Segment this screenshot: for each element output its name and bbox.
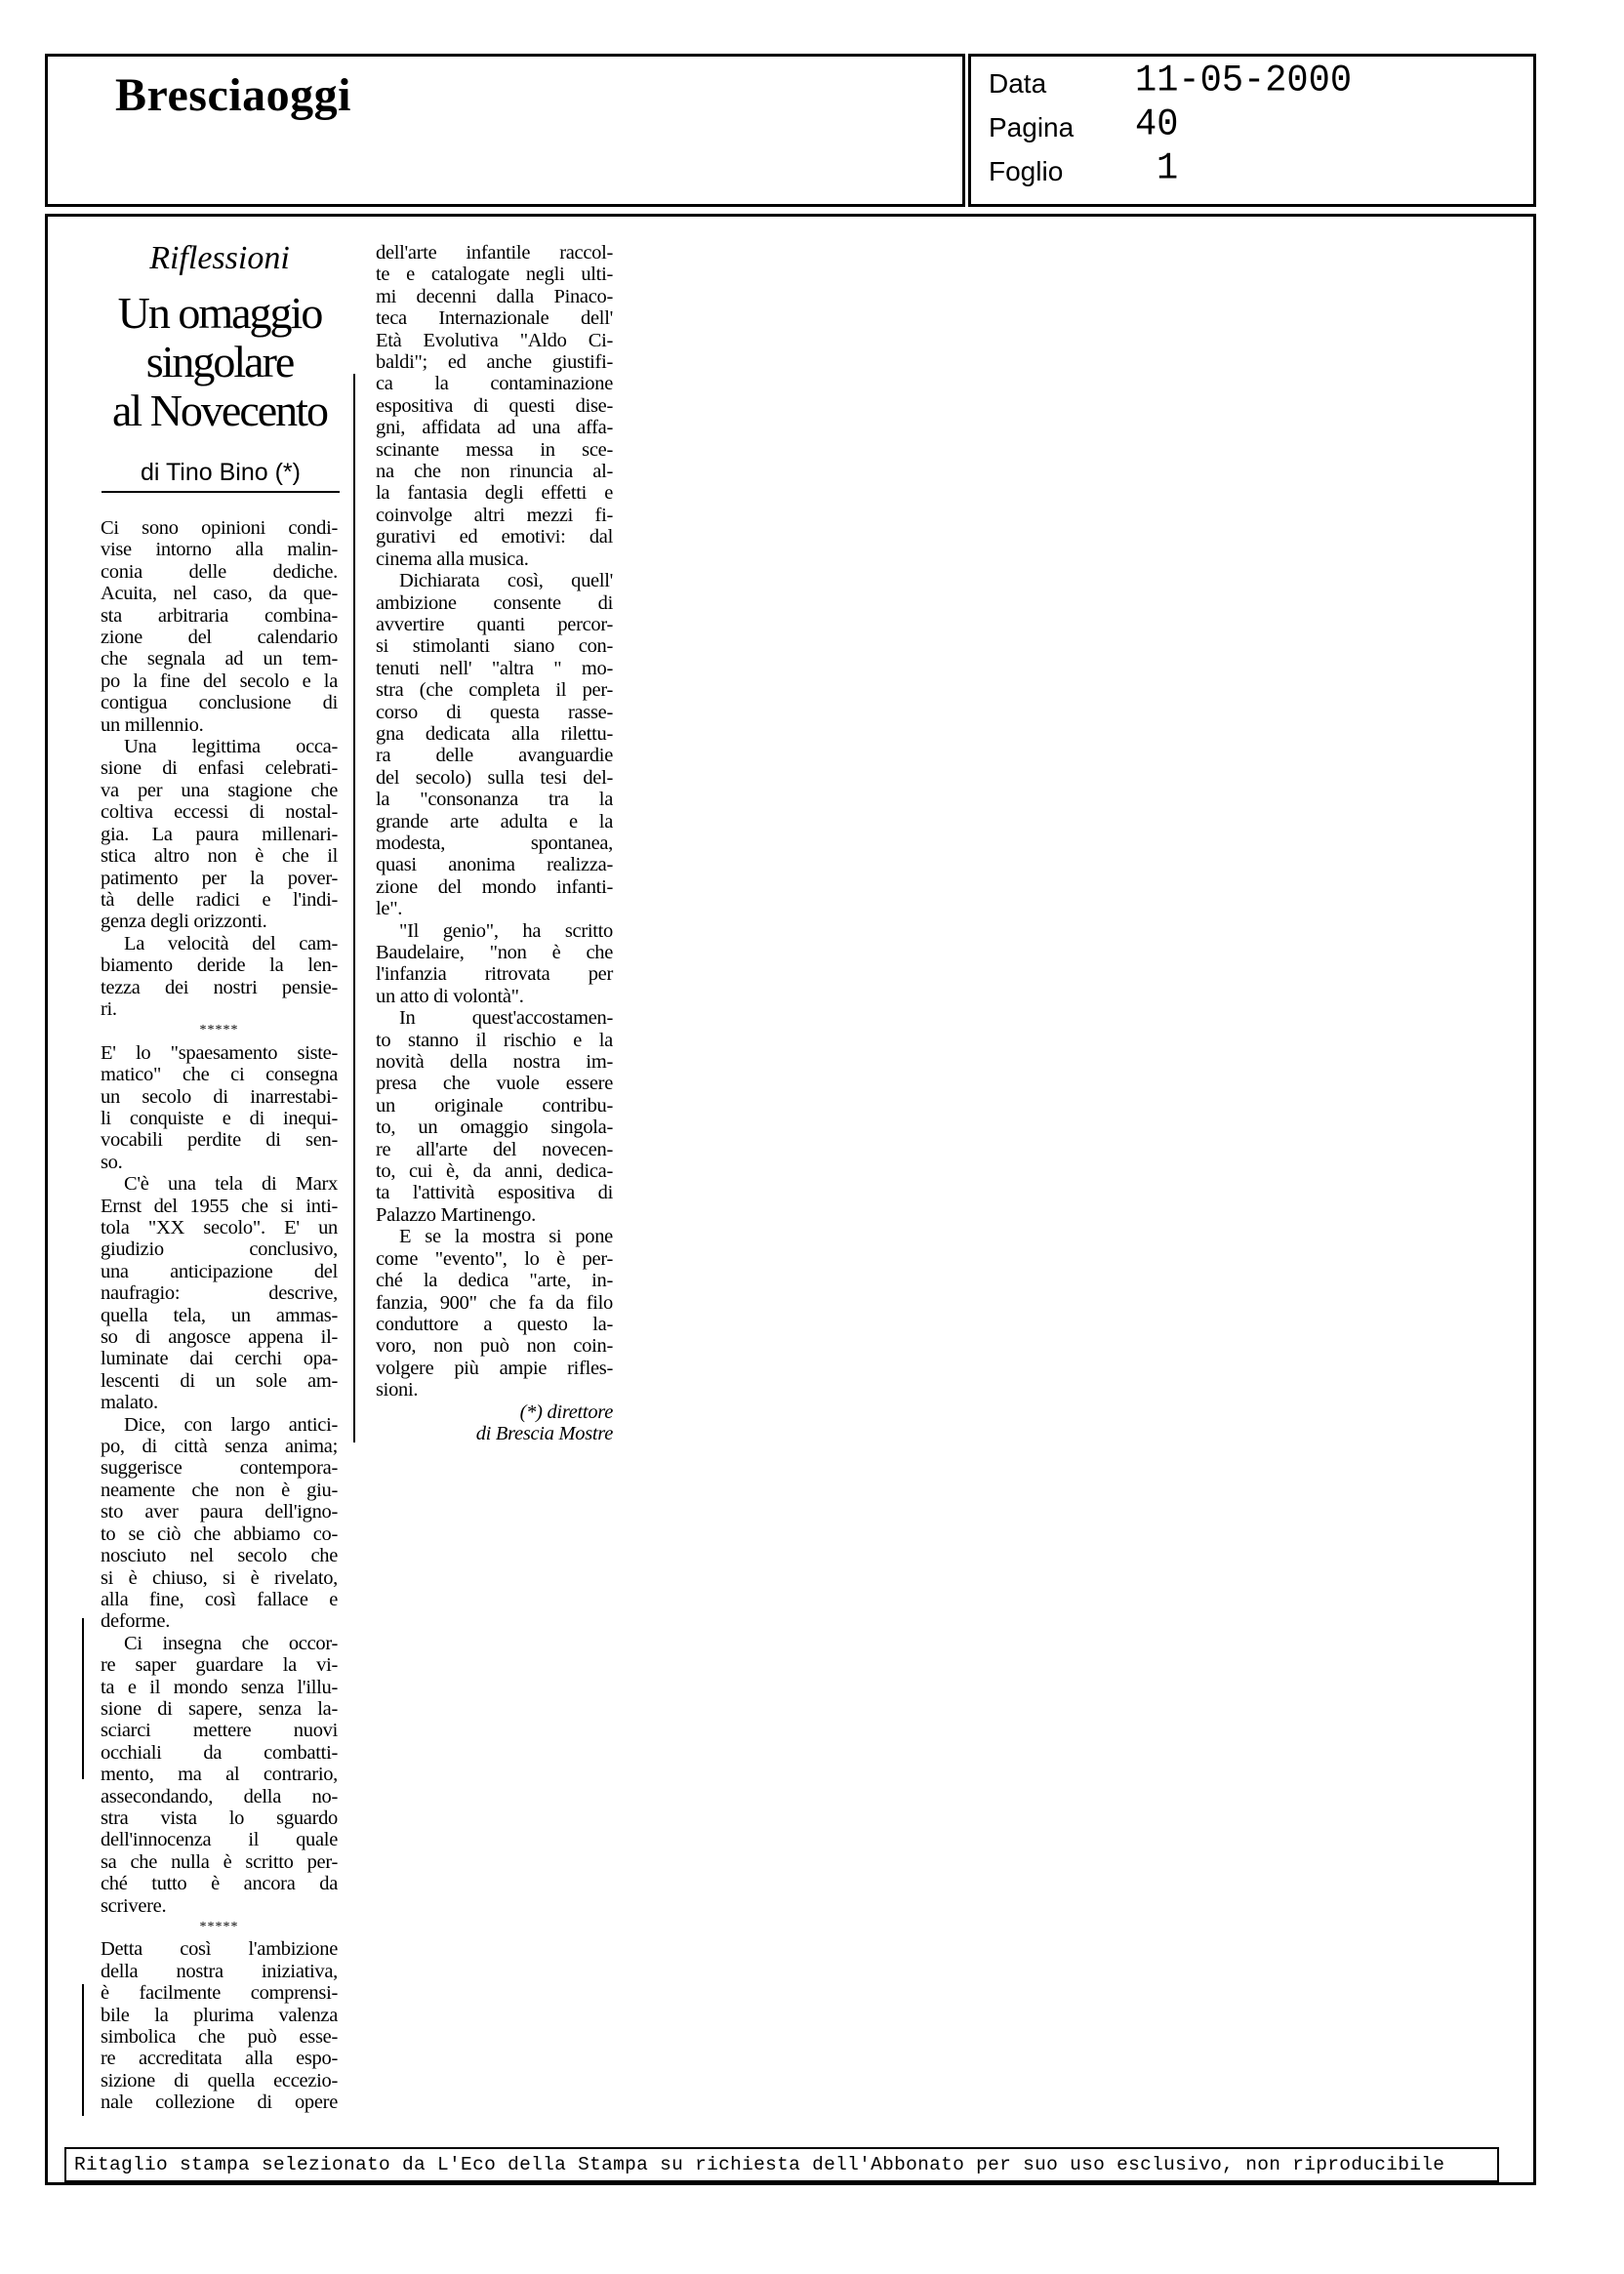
paragraph-line: sciarci mettere nuovi [101,1720,338,1742]
paragraph-line: scinante messa in sce- [376,438,613,461]
paragraph-line: nosciuto nel secolo che [101,1545,338,1567]
paragraph-line: stra (che completa il per- [376,679,613,702]
article-byline: di Tino Bino (*) [102,459,340,493]
paragraph-line: to, cui è, da anni, dedica- [376,1160,613,1183]
paragraph-line: tenuti nell' "altra " mo- [376,657,613,679]
paragraph-line: Palazzo Martinengo. [376,1203,536,1226]
paragraph-line: un atto di volontà". [376,985,524,1007]
paragraph-line: E' lo "spaesamento siste- [101,1041,338,1064]
paragraph-line: Dichiarata così, quell' [399,570,613,592]
paragraph-line: neamente che non è giu- [101,1479,338,1501]
page-value: 40 [1135,102,1179,147]
paragraph-line: ché la dedica "arte, in- [376,1270,613,1292]
paragraph-line: zione del calendario [101,627,338,649]
paragraph-line: corso di questa rasse- [376,701,613,723]
newspaper-masthead: Bresciaoggi [115,69,351,121]
paragraph-line: la "consonanza tra la [376,789,613,811]
paragraph-line: stra vista lo sguardo [101,1807,338,1829]
paragraph-line: simbolica che può esse- [101,2026,338,2049]
paragraph-line: Una legittima occa- [124,736,338,758]
paragraph-line: sione di sapere, senza la- [101,1697,338,1720]
paragraph-line: li conquiste e di inequi- [101,1107,338,1129]
paragraph-line: conia delle dediche. [101,560,338,583]
paragraph-line: lescenti di un sole am- [101,1369,338,1392]
paragraph-line: Acuita, nel caso, da que- [101,583,338,605]
margin-mark [82,1618,84,1779]
paragraph-line: malato. [101,1392,158,1414]
article-headline [88,289,351,435]
section-separator: ***** [199,1920,239,1934]
paragraph-line: una anticipazione del [101,1260,338,1282]
paragraph-line: contigua conclusione di [101,692,338,714]
paragraph-line: re all'arte del novecen- [376,1138,613,1160]
article-column-1 [101,517,338,2114]
paragraph-line: to, un omaggio singola- [376,1117,613,1139]
paragraph-line: avvertire quanti percor- [376,613,613,635]
paragraph-line: del secolo) sulla tesi del- [376,766,613,789]
paragraph-line: Dice, con largo antici- [124,1413,338,1436]
paragraph-line: ta l'attività espositiva di [376,1182,613,1204]
paragraph-line: Ernst del 1955 che si inti- [101,1195,338,1217]
paragraph-line: Età Evolutiva "Aldo Ci- [376,329,613,351]
headline-line: Un omaggio [117,288,322,338]
paragraph-line: teca Internazionale dell' [376,307,613,330]
paragraph-line: na che non rinuncia al- [376,461,613,483]
paragraph-line: l'infanzia ritrovata per [376,963,613,986]
paragraph-line: Ci insegna che occor- [124,1632,338,1654]
paragraph-line: In quest'accostamen- [399,1007,613,1030]
paragraph-line: occhiali da combatti- [101,1741,338,1764]
paragraph-line: ambizione consente di [376,591,613,614]
paragraph-line: volgere più ampie rifles- [376,1357,613,1379]
paragraph-line: nale collezione di opere [101,2091,338,2114]
paragraph-line: va per una stagione che [101,779,338,801]
paragraph-line: ra delle avanguardie [376,745,613,767]
paragraph-line: la fantasia degli effetti e [376,482,613,505]
paragraph-line: è facilmente comprensi- [101,1982,338,2005]
paragraph-line: po, di città senza anima; [101,1436,338,1458]
paragraph-line: so. [101,1151,123,1173]
margin-mark [82,1984,84,2116]
sheet-label: Foglio [989,156,1064,186]
paragraph-line: come "evento", lo è per- [376,1247,613,1270]
paragraph-line: le". [376,898,403,920]
paragraph-line: dell'arte infantile raccol- [376,242,613,264]
paragraph-line: alla fine, così fallace e [101,1588,338,1610]
paragraph-line: sta arbitraria combina- [101,604,338,627]
paragraph-line: cinema alla musica. [376,548,529,570]
paragraph-line: bile la plurima valenza [101,2004,338,2026]
paragraph-line: to se ciò che abbiamo co- [101,1523,338,1545]
paragraph-line: La velocità del cam- [124,932,338,954]
paragraph-line: baldi"; ed anche giustifi- [376,351,613,374]
paragraph-line: luminate dai cerchi opa- [101,1348,338,1370]
paragraph-line: tà delle radici e l'indi- [101,888,338,911]
paragraph-line: assecondando, della no- [101,1785,338,1807]
paragraph-line: quella tela, un ammas- [101,1304,338,1326]
paragraph-line: ca la contaminazione [376,373,613,395]
paragraph-line: mento, ma al contrario, [101,1764,338,1786]
paragraph-line: "Il genio", ha scritto [399,919,613,942]
paragraph-line: si è chiuso, si è rivelato, [101,1566,338,1589]
paragraph-line: to stanno il rischio e la [376,1029,613,1051]
paragraph-line: un millennio. [101,713,204,736]
paragraph-line: suggerisce contempora- [101,1457,338,1480]
paragraph-line: dell'innocenza il quale [101,1829,338,1851]
paragraph-line: ta e il mondo senza l'illu- [101,1676,338,1698]
paragraph-line: grande arte adulta e la [376,810,613,832]
author-note-line: (*) direttore [519,1401,613,1423]
paragraph-line: gna dedicata alla rilettu- [376,722,613,745]
paragraph-line: espositiva di questi dise- [376,394,613,417]
paragraph-line: re accreditata alla espo- [101,2048,338,2070]
paragraph-line: C'è una tela di Marx [124,1173,338,1196]
paragraph-line: matico" che ci consegna [101,1064,338,1086]
section-separator: ***** [199,1023,239,1038]
paragraph-line: quasi anonima realizza- [376,854,613,876]
paragraph-line: Baudelaire, "non è che [376,942,613,963]
paragraph-line: un secolo di inarrestabi- [101,1085,338,1108]
headline-line: al Novecento [112,386,327,435]
author-note-line: di Brescia Mostre [475,1422,613,1444]
paragraph-line: ri. [101,997,117,1020]
paragraph-line: coinvolge altri mezzi fi- [376,504,613,526]
paragraph-line: un originale contribu- [376,1094,613,1117]
paragraph-line: vocabili perdite di sen- [101,1129,338,1152]
paragraph-line: patimento per la pover- [101,867,338,889]
paragraph-line: vise intorno alla malin- [101,539,338,561]
headline-line: singolare [145,337,294,386]
paragraph-line: Ci sono opinioni condi- [101,517,338,539]
paragraph-line: sizione di quella eccezio- [101,2069,338,2091]
paragraph-line: sione di enfasi celebrati- [101,757,338,780]
paragraph-line: zione del mondo infanti- [376,875,613,898]
paragraph-line: E se la mostra si pone [399,1226,613,1248]
section-kicker: Riflessioni [149,240,290,276]
paragraph-line: sioni. [376,1379,419,1401]
paragraph-line: genza degli orizzonti. [101,911,267,933]
paragraph-line: della nostra iniziativa, [101,1960,338,1982]
paragraph-line: sto aver paura dell'igno- [101,1501,338,1523]
article-column-2 [376,242,613,1444]
paragraph-line: si stimolanti siano con- [376,635,613,658]
paragraph-line: te e catalogate negli ulti- [376,264,613,286]
paragraph-line: sa che nulla è scritto per- [101,1850,338,1873]
column-rule [353,374,355,1442]
paragraph-line: conduttore a questo la- [376,1313,613,1335]
date-value: 11-05-2000 [1135,59,1353,103]
paragraph-line: gurativi ed emotivi: dal [376,526,613,548]
paragraph-line: fanzia, 900" che fa da filo [376,1291,613,1314]
paragraph-line: po la fine del secolo e la [101,670,338,692]
paragraph-line: scrivere. [101,1894,167,1917]
paragraph-line: voro, non può non coin- [376,1335,613,1358]
paragraph-line: modesta, spontanea, [376,832,613,854]
paragraph-line: re saper guardare la vi- [101,1654,338,1677]
paragraph-line: giudizio conclusivo, [101,1239,338,1261]
paragraph-line: gni, affidata ad una affa- [376,417,613,439]
clipping-notice: Ritaglio stampa selezionato da L'Eco della Stampa su richiesta dell'Abbonato per suo uso esclusivo, non riproducibile [64,2147,1499,2182]
paragraph-line: novità della nostra im- [376,1051,613,1074]
paragraph-line: stica altro non è che il [101,845,338,868]
paragraph-line: coltiva eccessi di nostal- [101,801,338,824]
paragraph-line: tezza dei nostri pensie- [101,976,338,998]
paragraph-line: ché tutto è ancora da [101,1873,338,1895]
date-label: Data [989,68,1047,99]
paragraph-line: presa che vuole essere [376,1073,613,1095]
paragraph-line: Detta così l'ambizione [101,1938,338,1961]
paragraph-line: che segnala ad un tem- [101,648,338,670]
page-label: Pagina [989,112,1075,142]
paragraph-line: so di angosce appena il- [101,1326,338,1349]
paragraph-line: gia. La paura millenari- [101,823,338,845]
paragraph-line: biamento deride la len- [101,954,338,977]
paragraph-line: mi decenni dalla Pinaco- [376,285,613,307]
paragraph-line: tola "XX secolo". E' un [101,1217,338,1239]
paragraph-line: deforme. [101,1610,171,1633]
sheet-value: 1 [1157,146,1179,191]
paragraph-line: naufragio: descrive, [101,1282,338,1305]
